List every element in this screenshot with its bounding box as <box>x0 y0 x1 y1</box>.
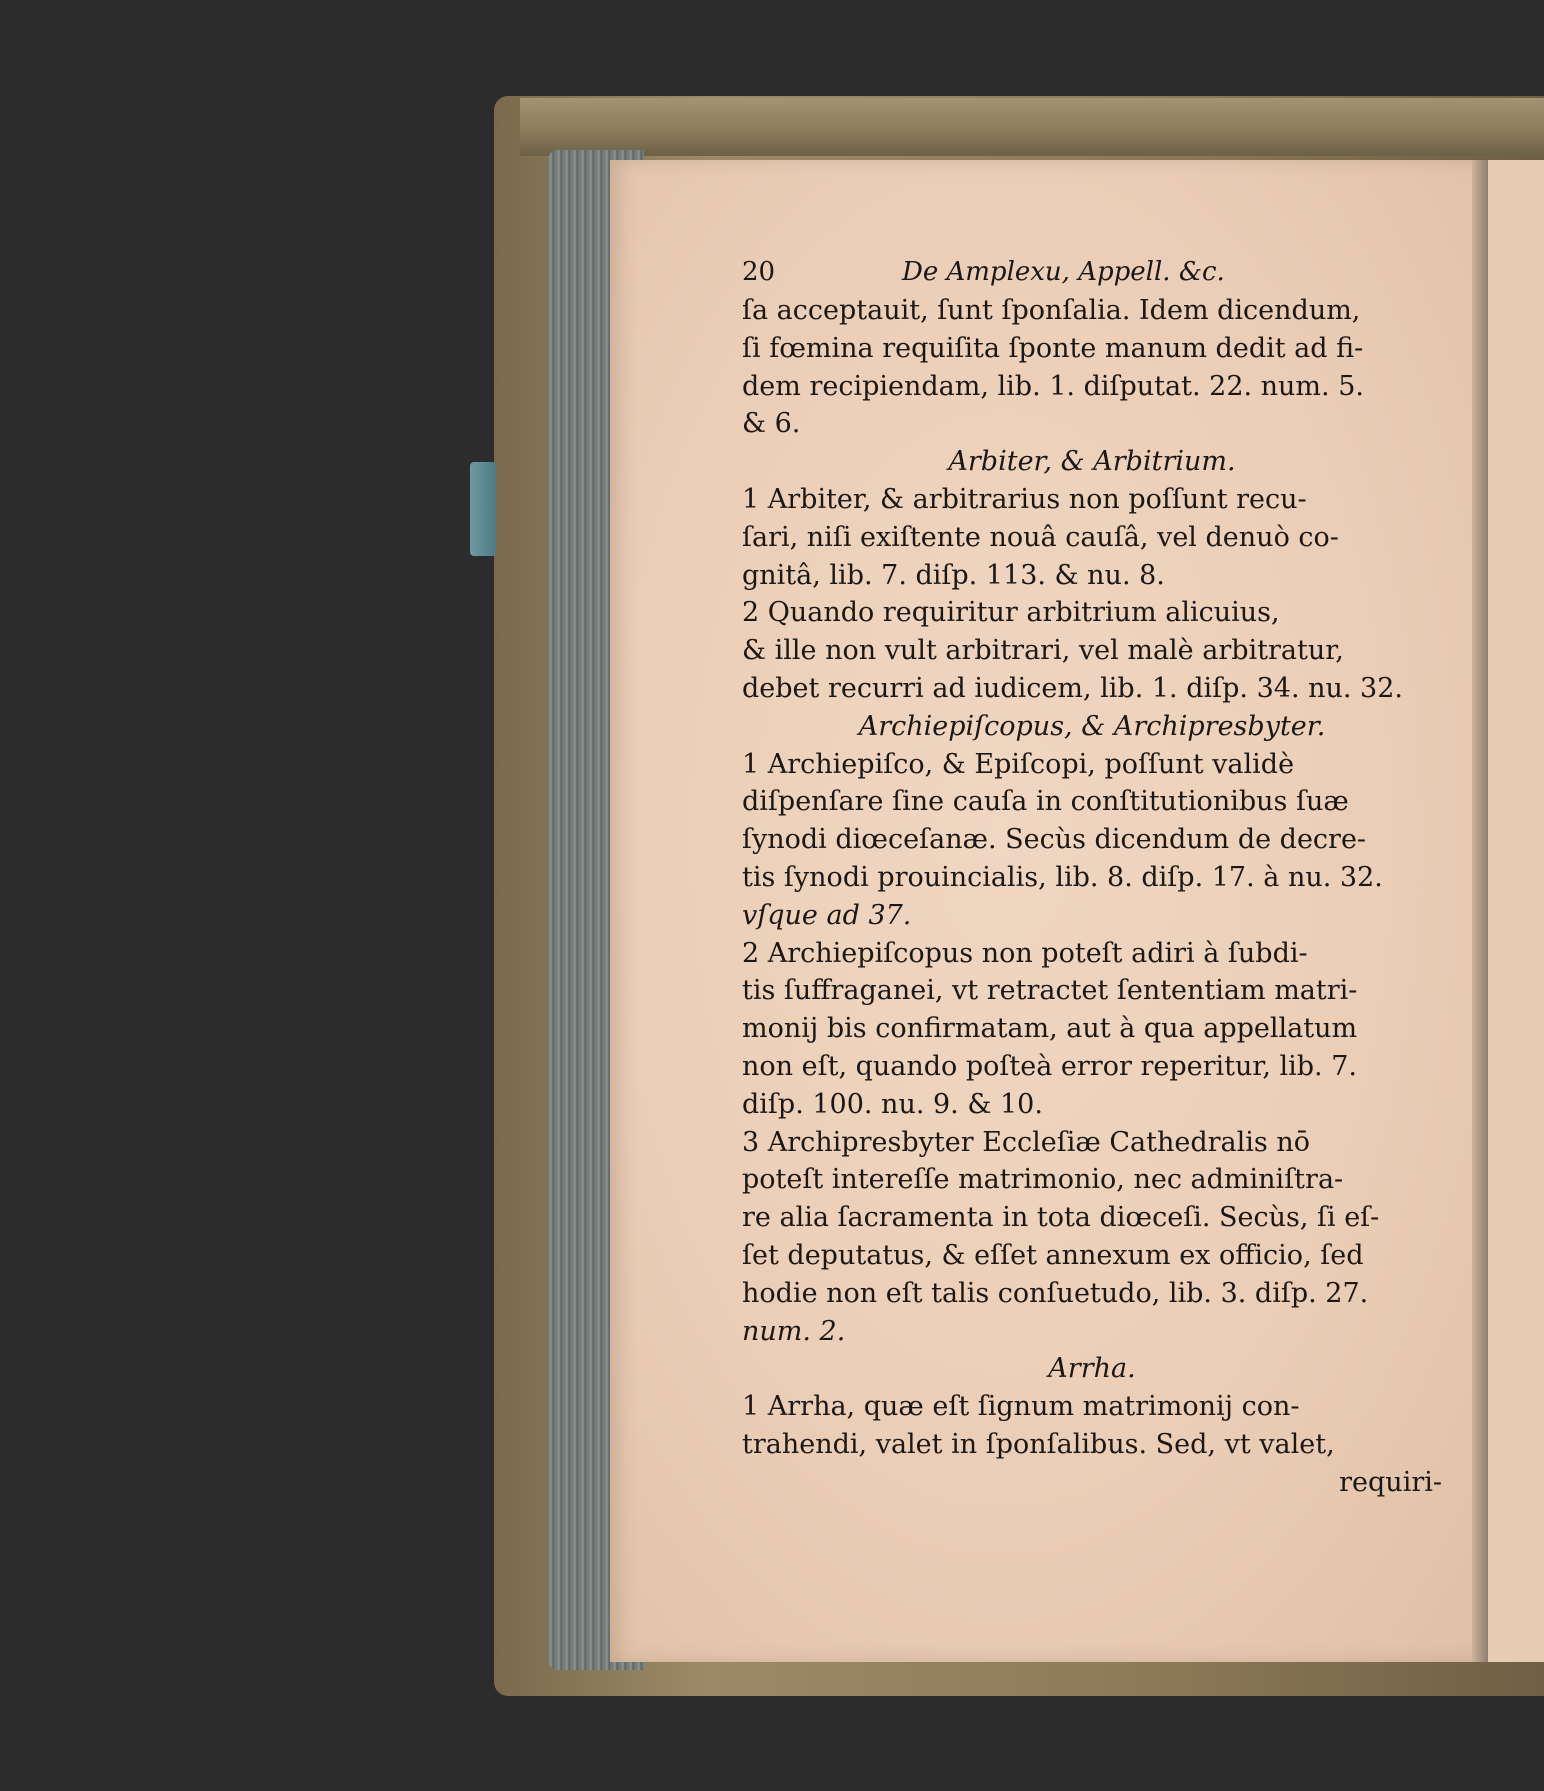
text-line: 2 Quando requiritur arbitrium alicuius, <box>742 597 1280 629</box>
text-line: ſari, niſi exiſtente nouâ cauſâ, vel denuò co- <box>742 521 1339 553</box>
text-line: tis ſuffraganei, vt retractet ſententiam matri- <box>742 975 1358 1007</box>
book-clasp <box>470 462 496 556</box>
page-text <box>742 252 1442 1502</box>
text-line: monij bis confirmatam, aut à qua appellatum <box>742 1013 1358 1045</box>
text-line: 1 Arbiter, & arbitrarius non poſſunt recu- <box>742 483 1307 515</box>
text-line: poteſt intereſſe matrimonio, nec adminiſtra- <box>742 1164 1344 1196</box>
running-head <box>742 252 1442 292</box>
book-top-edge <box>520 98 1544 156</box>
text-line: & 6. <box>742 408 801 440</box>
facing-page-edge <box>1488 160 1544 1662</box>
text-line: diſp. 100. nu. 9. & 10. <box>742 1088 1043 1120</box>
text-line: ſi fœmina requiſita ſponte manum dedit ad fi- <box>742 332 1364 364</box>
section-heading: Arrha. <box>1048 1353 1136 1385</box>
text-line: & ille non vult arbitrari, vel malè arbitratur, <box>742 635 1344 667</box>
text-line: hodie non eſt talis conſuetudo, lib. 3. diſp. 27. <box>742 1277 1369 1309</box>
section-heading: Archiepiſcopus, & Archipresbyter. <box>858 710 1326 742</box>
text-line: 3 Archipresbyter Eccleſiæ Cathedralis nō <box>742 1126 1310 1158</box>
text-line: ſynodi diœceſanæ. Secùs dicendum de decre- <box>742 824 1367 856</box>
text-line: ſa acceptauit, ſunt ſponſalia. Idem dicendum, <box>742 295 1361 326</box>
text-line: diſpenſare ſine cauſa in conſtitutionibus ſuæ <box>742 786 1349 818</box>
text-line: non eſt, quando poſteà error reperitur, lib. 7. <box>742 1050 1357 1082</box>
running-title: De Amplexu, Appell. &c. <box>902 257 1225 287</box>
text-line: vſque ad 37. <box>742 899 912 931</box>
text-line: re alia ſacramenta in tota diœceſi. Secùs, ſi eſ- <box>742 1202 1380 1234</box>
text-line: 1 Archiepiſco, & Epiſcopi, poſſunt validè <box>742 748 1295 780</box>
section-heading: Arbiter, & Arbitrium. <box>948 446 1236 478</box>
text-line: gnitâ, lib. 7. diſp. 113. & nu. 8. <box>742 559 1165 591</box>
page-gutter <box>1472 160 1488 1662</box>
text-line: ſet deputatus, & eſſet annexum ex officio, ſed <box>742 1239 1364 1271</box>
text-line: num. 2. <box>742 1315 846 1347</box>
text-line: 2 Archiepiſcopus non poteſt adiri à ſubdi- <box>742 937 1308 969</box>
text-line: debet recurri ad iudicem, lib. 1. diſp. 34. nu. 32. <box>742 672 1403 704</box>
catchword: requiri- <box>1339 1466 1442 1498</box>
text-line: trahendi, valet in ſponſalibus. Sed, vt valet, <box>742 1428 1335 1460</box>
text-line: tis ſynodi prouincialis, lib. 8. diſp. 17. à nu. 32. <box>742 861 1383 893</box>
text-line: 1 Arrha, quæ eſt ſignum matrimonij con- <box>742 1391 1300 1423</box>
page-number: 20 <box>742 257 776 287</box>
text-line: dem recipiendam, lib. 1. diſputat. 22. num. 5. <box>742 370 1364 402</box>
